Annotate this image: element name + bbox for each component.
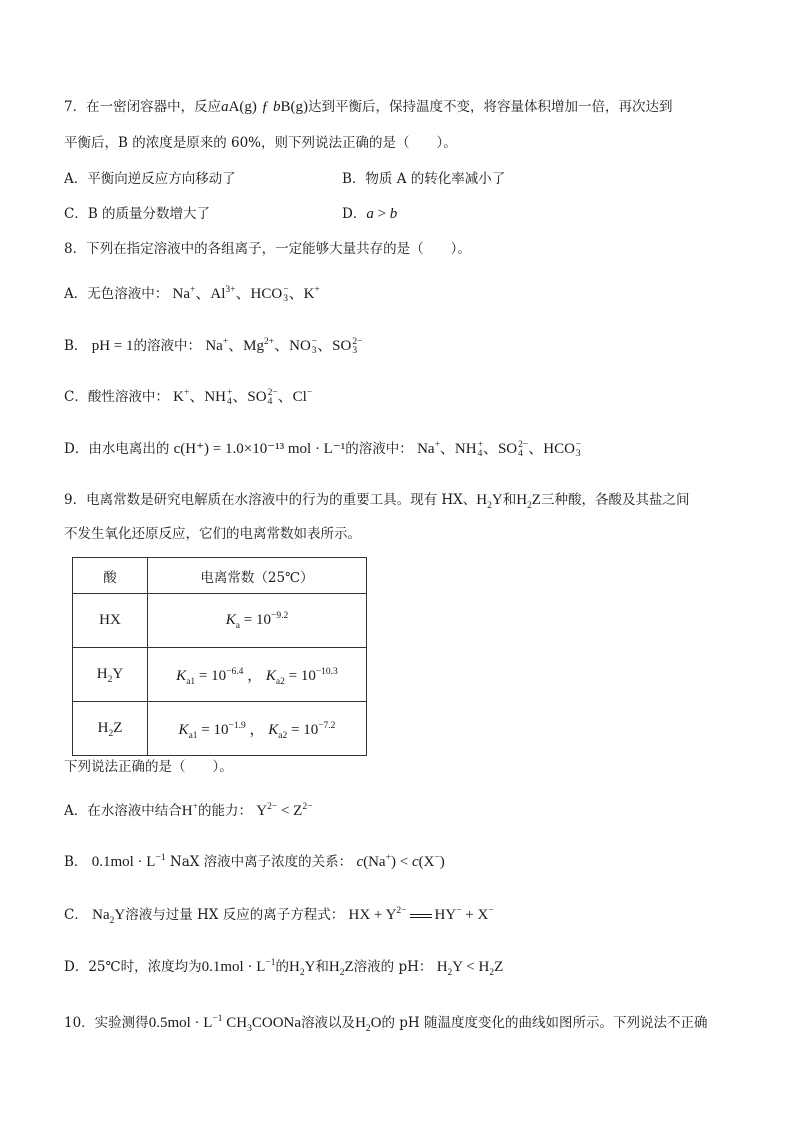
table-cell-acid: $H_2Z$ xyxy=(73,702,148,756)
q9-option-d-mid: 的 xyxy=(275,959,289,975)
table-cell-constant: $K_a = 10^{-9.2}$ xyxy=(148,594,367,648)
q9-after-table: 下列说法正确的是（ ）。 xyxy=(64,759,233,775)
q7-eq-lhs: a xyxy=(221,99,229,115)
q9-option-d-h2z: $H_2Z$ xyxy=(328,959,354,978)
q9-option-c-label: C． xyxy=(64,907,88,923)
table-header-row xyxy=(73,558,367,594)
table-cell-constant: $K_{a1} = 10^{-6.4}$ ， $K_{a2} = 10^{-10.3}$ xyxy=(148,648,367,702)
q8-option-d-expr: c(H⁺) = 1.0×10⁻¹³ mol · L⁻¹ xyxy=(173,441,346,457)
q9-option-a-mid: 的能力： xyxy=(197,803,252,819)
q7-option-d-gt: > xyxy=(373,206,390,222)
q9-option-d-conc: $0.1mol \cdot L^{-1}$ xyxy=(201,958,276,975)
q9-option-a-hplus: H+ xyxy=(181,802,198,819)
q8-option-c xyxy=(64,387,312,407)
q8-option-a xyxy=(64,284,320,304)
q9-option-c-equation: HX + $Y^{2-}$ HY− + X− xyxy=(348,906,494,923)
q7-eq-rhs: b xyxy=(273,99,281,115)
q9-option-c-salt: $Na_2Y$ xyxy=(92,907,126,926)
q9-option-d-expr: $H_2Y < H_2Z$ xyxy=(436,959,504,978)
q10-end: 的 pH 随温度度变化的曲线如图所示。下列说法不正确 xyxy=(381,1015,708,1031)
q7-text-a: 7．在一密闭容器中，反应 xyxy=(64,99,222,115)
q9-option-b-expr: c(Na+) < c(X−) xyxy=(356,853,445,870)
q7-option-d-label: D． xyxy=(342,206,367,222)
q9-h2y: $H_2Y$ xyxy=(476,492,503,511)
q7-line1 xyxy=(64,97,673,117)
q8-option-b xyxy=(64,336,362,356)
q7-option-d xyxy=(342,204,397,224)
q7-option-c: C．B 的质量分数增大了 xyxy=(64,206,211,222)
q9-option-b-label: B． xyxy=(64,854,88,870)
q9-option-a xyxy=(64,801,312,821)
q9-line2: 不发生氧化还原反应，它们的电离常数如表所示。 xyxy=(64,526,361,542)
q9-option-c xyxy=(64,905,494,925)
q9-option-b xyxy=(64,852,445,872)
q10-pre: 10．实验测得 xyxy=(64,1015,149,1031)
table-row-hx xyxy=(73,594,367,648)
q10-conc: $0.5mol \cdot L^{-1}$ $CH_3COONa$ xyxy=(148,1014,302,1034)
q9-option-d-end: 溶液的 pH： xyxy=(353,959,433,975)
q7-eq-lhs-rest: A(g) xyxy=(228,99,257,115)
q9-option-b-conc: $0.1mol \cdot L^{-1}$ xyxy=(91,853,166,870)
q9-option-d-and: 和 xyxy=(315,959,329,975)
q9-option-d-label: D．25℃时，浓度均为 xyxy=(64,959,202,975)
ionization-constant-table xyxy=(72,557,367,756)
q10-water: $H_2O$ xyxy=(355,1015,382,1034)
q8-option-b-condition: pH = 1 xyxy=(91,338,134,354)
q8-option-d-ions: Na+、NH + 4 、SO 2− 4 、HCO − 3 xyxy=(417,439,582,459)
q8-option-c-label: C．酸性溶液中： xyxy=(64,389,169,405)
table-cell-constant: $K_{a1} = 10^{-1.9}$ ， $K_{a2} = 10^{-7.2}$ xyxy=(148,702,367,756)
q8-stem: 8．下列在指定溶液中的各组离子，一定能够大量共存的是（ ）。 xyxy=(64,241,471,257)
q7-option-a: A．平衡向逆反应方向移动了 xyxy=(64,171,236,187)
table-cell-acid: $H_2Y$ xyxy=(73,648,148,702)
q8-option-a-label: A．无色溶液中： xyxy=(64,286,169,302)
q9-option-d-h2y: $H_2Y$ xyxy=(288,959,316,978)
q9-line1-mid: 和 xyxy=(502,492,517,508)
q9-option-c-mid: 溶液与过量 HX 反应的离子方程式： xyxy=(125,907,345,923)
q9-option-b-mid: NaX 溶液中离子浓度的关系： xyxy=(169,854,353,870)
q7-line2: 平衡后，B 的浓度是原来的 60%，则下列说法正确的是（ ）。 xyxy=(64,135,457,151)
table-row-h2z xyxy=(73,702,367,756)
q8-option-d-label: D．由水电离出的 xyxy=(64,441,170,457)
table-header-constant: 电离常数（25℃） xyxy=(148,558,367,594)
q7-eq-arrow: ƒ xyxy=(261,99,269,115)
q9-option-d xyxy=(64,957,503,977)
q10-stem xyxy=(64,1013,708,1033)
q8-option-b-ions: Na+、$Mg^{2+}$、NO − 3 、SO 2− 3 xyxy=(205,336,363,356)
q9-h2z: $H_2Z$ xyxy=(516,492,541,511)
q8-option-d-mid: 的溶液中： xyxy=(345,441,413,457)
q8-option-b-mid: 的溶液中： xyxy=(133,338,202,354)
q8-option-c-ions: K+、NH + 4 、SO 2− 4 、Cl− xyxy=(173,387,313,407)
q8-option-d xyxy=(64,439,581,459)
q7-option-d-b: b xyxy=(389,206,398,222)
q7-option-b: B．物质 A 的转化率减小了 xyxy=(342,171,506,187)
q9-line1 xyxy=(64,490,689,510)
q7-option-d-expr: a xyxy=(366,206,374,222)
q9-line1-a: 9．电离常数是研究电解质在水溶液中的行为的重要工具。现有 HX、 xyxy=(64,492,477,508)
q8-option-a-ions: Na+、$Al^{3+}$、HCO − 3 、K+ xyxy=(172,284,320,304)
q7-eq-rhs-rest: B(g) xyxy=(280,99,309,115)
table-cell-acid: HX xyxy=(73,594,148,648)
q9-option-a-expr: $Y^{2-} < Z^{2-}$ xyxy=(256,802,313,819)
q9-option-a-label: A．在水溶液中结合 xyxy=(64,803,182,819)
q8-option-b-label: B． xyxy=(64,338,88,354)
q10-mid: 溶液以及 xyxy=(301,1015,356,1031)
table-header-acid: 酸 xyxy=(73,558,148,594)
q9-line1-end: 三种酸，各酸及其盐之间 xyxy=(540,492,690,508)
q7-text-b: 达到平衡后，保持温度不变，将容量体积增加一倍，再次达到 xyxy=(308,99,673,115)
table-row-h2y xyxy=(73,648,367,702)
